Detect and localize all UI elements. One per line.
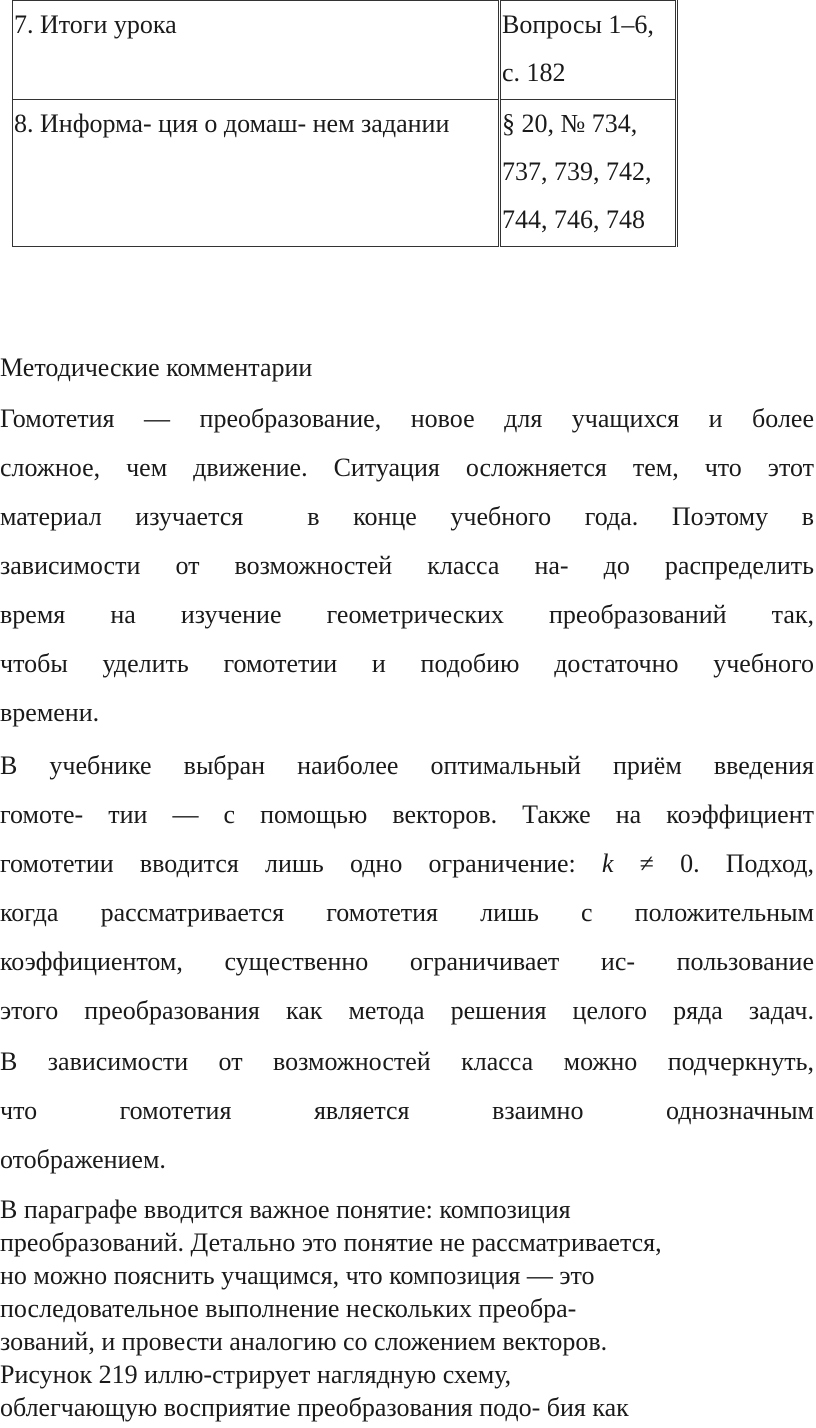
text-line: когда рассматривается гомотетия лишь с положительным xyxy=(0,898,814,927)
text-line: время на изучение геометрических преобразований так, xyxy=(0,600,814,629)
content-line: § 20, № 734, xyxy=(502,109,638,138)
paragraph-4 xyxy=(0,1193,814,1424)
math-variable: k xyxy=(601,849,614,878)
text-line: В учебнике выбран наиболее оптимальный приём введения xyxy=(0,751,814,780)
content-line: 744, 746, 748 xyxy=(502,205,645,234)
table-row xyxy=(13,1,677,100)
text-line: зависимости от возможностей класса на- до распределить xyxy=(0,551,814,580)
paragraph-1 xyxy=(0,394,814,737)
text-line: но можно пояснить учащимся, что композиция — это xyxy=(0,1261,595,1290)
text-line xyxy=(0,492,814,541)
text-line: Рисунок 219 иллю-стрирует наглядную схему, xyxy=(0,1360,512,1389)
section-heading: Методические комментарии xyxy=(0,353,313,382)
stage-text: 8. Информа- ция о домаш- нем задании xyxy=(14,109,450,138)
stage-text: 7. Итоги урока xyxy=(14,10,177,39)
text-line: последовательное выполнение нескольких преобра- xyxy=(0,1294,577,1323)
stage-cell xyxy=(13,100,500,247)
content-line: Вопросы 1–6, xyxy=(502,10,654,39)
text-line: В параграфе вводится важное понятие: композиция xyxy=(0,1195,571,1224)
text-fragment: ≠ 0. Подход, xyxy=(613,849,814,878)
text-line: отображением. xyxy=(0,1145,166,1174)
paragraph-2 xyxy=(0,741,814,1035)
content-line: 737, 739, 742, xyxy=(502,157,652,186)
text-line: что гомотетия является взаимно однозначным xyxy=(0,1096,814,1125)
text-fragment: материал изучается xyxy=(0,502,244,531)
text-line: сложное, чем движение. Ситуация осложняется тем, что этот xyxy=(0,453,814,482)
text-line: коэффициентом, существенно ограничивает ис- пользование xyxy=(0,947,814,976)
content-cell xyxy=(500,1,677,100)
text-line: этого преобразования как метода решения целого ряда задач. xyxy=(0,996,814,1025)
paragraph-3 xyxy=(0,1037,814,1184)
text-line: облегчающую восприятие преобразования подо- бия как xyxy=(0,1393,629,1422)
lesson-plan-table xyxy=(12,0,678,247)
content-cell xyxy=(500,100,677,247)
text-line: преобразований. Детально это понятие не рассматривается, xyxy=(0,1228,662,1257)
stage-cell xyxy=(13,1,500,100)
text-line: зований, и провести аналогию со сложением векторов. xyxy=(0,1327,608,1356)
text-line: чтобы уделить гомотетии и подобию достаточно учебного xyxy=(0,649,814,678)
text-line: Гомотетия — преобразование, новое для учащихся и более xyxy=(0,404,814,433)
content-line: с. 182 xyxy=(502,58,566,87)
text-line: времени. xyxy=(0,698,100,727)
text-line: гомоте- тии — с помощью векторов. Также на коэффициент xyxy=(0,800,814,829)
text-fragment: в конце учебного года. Поэтому в xyxy=(307,502,814,531)
text-line: В зависимости от возможностей класса можно подчеркнуть, xyxy=(0,1047,814,1076)
table-row xyxy=(13,100,677,247)
text-fragment: гомотетии вводится лишь одно ограничение: xyxy=(0,849,602,878)
text-line xyxy=(0,839,814,888)
